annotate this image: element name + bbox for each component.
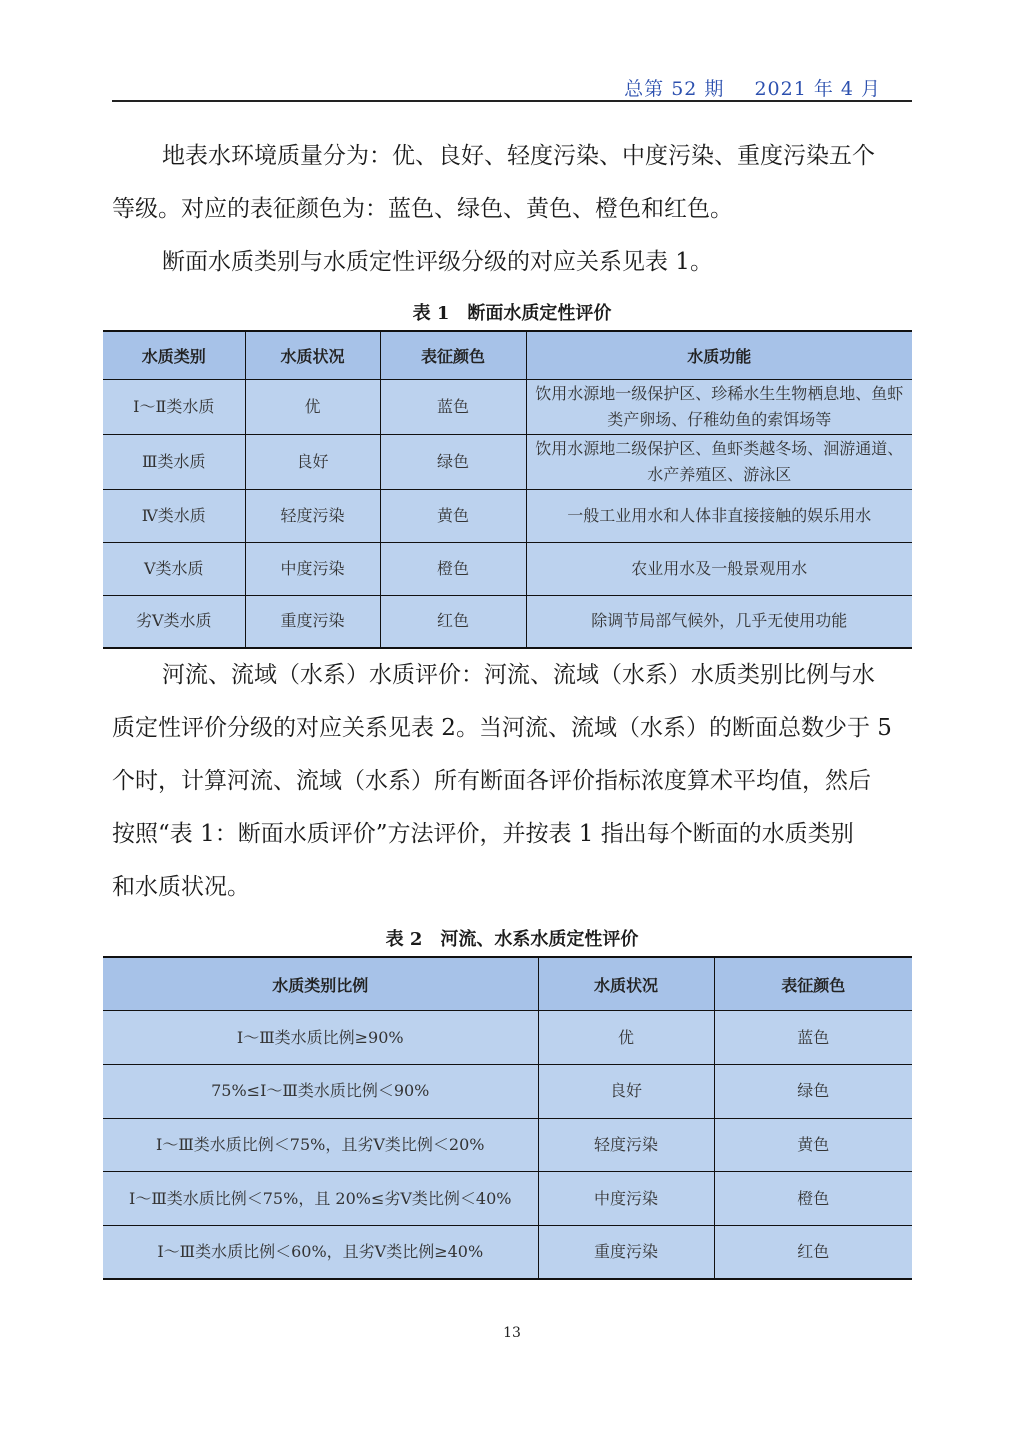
column-header: 表征颜色 [714,957,912,1011]
table1-caption: 表 1 断面水质定性评价 [412,303,612,324]
table-cell: Ⅴ类水质 [103,542,245,595]
river-line: 按照“表 1：断面水质评价”方法评价，并按表 1 指出每个断面的水质类别 [112,821,854,847]
intro-paragraph [112,130,912,289]
table-cell: 饮用水源地二级保护区、鱼虾类越冬场、洄游通道、水产养殖区、游泳区 [526,434,912,489]
table-cell: 绿色 [714,1064,912,1118]
table-cell: 黄色 [380,489,526,542]
table-cell: 蓝色 [380,379,526,434]
table-cell: 一般工业用水和人体非直接接触的娱乐用水 [526,489,912,542]
table-row [103,1118,912,1172]
table-cell: 农业用水及一般景观用水 [526,542,912,595]
table-cell: 红色 [714,1225,912,1279]
river-line: 质定性评价分级的对应关系见表 2。当河流、流域（水系）的断面总数少于 5 [112,715,892,741]
table-row [103,489,912,542]
table-cell: 劣Ⅴ类水质 [103,595,245,648]
table-header-row [103,957,912,1011]
intro-line: 断面水质类别与水质定性评级分级的对应关系见表 1。 [162,249,713,275]
table-cell: 重度污染 [245,595,380,648]
table-cell: 中度污染 [245,542,380,595]
table-cell: Ⅰ～Ⅱ类水质 [103,379,245,434]
table-cell: 橙色 [380,542,526,595]
table-cell: Ⅳ类水质 [103,489,245,542]
page-number: 13 [503,1325,521,1341]
table-cell: 饮用水源地一级保护区、珍稀水生生物栖息地、鱼虾类产卵场、仔稚幼鱼的索饵场等 [526,379,912,434]
intro-line: 地表水环境质量分为：优、良好、轻度污染、中度污染、重度污染五个 [162,143,875,169]
table1 [103,330,912,649]
table-cell: 黄色 [714,1118,912,1172]
column-header: 水质状况 [245,331,380,379]
issue-number: 总第 52 期 [624,78,725,100]
table-row [103,434,912,489]
table-cell: Ⅰ～Ⅲ类水质比例＜60%，且劣Ⅴ类比例≥40% [103,1225,538,1279]
table-cell: 良好 [538,1064,714,1118]
column-header: 水质状况 [538,957,714,1011]
table-cell: Ⅲ类水质 [103,434,245,489]
table-cell: 红色 [380,595,526,648]
table-cell: Ⅰ～Ⅲ类水质比例≥90% [103,1011,538,1065]
table-cell: 蓝色 [714,1011,912,1065]
table-cell: 优 [245,379,380,434]
issue-date: 2021 年 4 月 [754,78,881,100]
table-row [103,1172,912,1226]
table-cell: Ⅰ～Ⅲ类水质比例＜75%，且 20%≤劣Ⅴ类比例＜40% [103,1172,538,1226]
table-cell: 除调节局部气候外，几乎无使用功能 [526,595,912,648]
column-header: 水质类别 [103,331,245,379]
river-line: 河流、流域（水系）水质评价：河流、流域（水系）水质类别比例与水 [162,662,875,688]
table-row [103,1225,912,1279]
table-row [103,379,912,434]
river-paragraph [112,649,912,914]
page-header [624,74,881,101]
table-cell: 良好 [245,434,380,489]
table-cell: 绿色 [380,434,526,489]
table2-caption: 表 2 河流、水系水质定性评价 [385,929,639,950]
table-row [103,1064,912,1118]
column-header: 水质功能 [526,331,912,379]
intro-line: 等级。对应的表征颜色为：蓝色、绿色、黄色、橙色和红色。 [112,196,733,222]
header-rule [112,100,912,102]
column-header: 表征颜色 [380,331,526,379]
river-line: 和水质状况。 [112,874,250,900]
river-line: 个时，计算河流、流域（水系）所有断面各评价指标浓度算术平均值，然后 [112,768,871,794]
table-cell: 75%≤Ⅰ～Ⅲ类水质比例＜90% [103,1064,538,1118]
table-cell: 橙色 [714,1172,912,1226]
table2 [103,956,912,1280]
table-cell: 中度污染 [538,1172,714,1226]
table-row [103,595,912,648]
table-cell: 轻度污染 [538,1118,714,1172]
table-cell: 优 [538,1011,714,1065]
table-row [103,542,912,595]
table-header-row [103,331,912,379]
table-cell: 轻度污染 [245,489,380,542]
table-cell: Ⅰ～Ⅲ类水质比例＜75%，且劣Ⅴ类比例＜20% [103,1118,538,1172]
column-header: 水质类别比例 [103,957,538,1011]
table-cell: 重度污染 [538,1225,714,1279]
table-row [103,1011,912,1065]
